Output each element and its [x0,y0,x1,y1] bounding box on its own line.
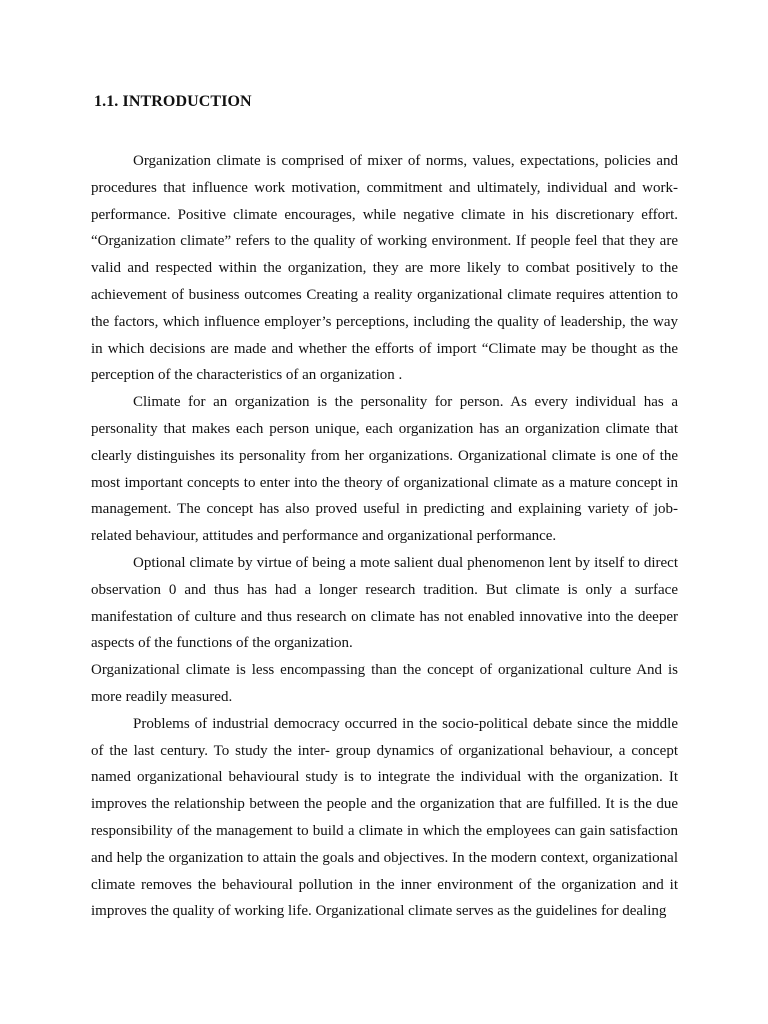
paragraph-2: Climate for an organization is the personality for person. As every individual has a personality that makes each person unique, each organization has an organization climate that clearly distinguishes its personality from her organizations. Organizational climate is one of the most important concepts to enter into the theory of organizational climate as a mature concept in management. The concept has also proved useful in predicting and explaining variety of job-related behaviour, attitudes and performance and organizational performance. [91,394,678,545]
section-heading: 1.1. INTRODUCTION [94,93,252,110]
paragraph-1: Organization climate is comprised of mixer of norms, values, expectations, policies and procedures that influence work motivation, commitment and ultimately, individual and work-performance. Positive climate encourages, while negative climate in his discretionary effort. “Organization climate” refers to the quality of working environment. If people feel that they are valid and respected within the organization, they are more likely to combat positively to the achievement of business outcomes Creating a reality organizational climate requires attention to the factors, which influence employer’s perceptions, including the quality of leadership, the way in which decisions are made and whether the efforts of import “Climate may be thought as the perception of the characteristics of an organization . [91,153,678,384]
body-text [91,148,678,925]
paragraph-5: Problems of industrial democracy occurred in the socio-political debate since the middle of the last century. To study the inter- group dynamics of organizational behaviour, a concept named organizational behavioural study is to integrate the individual with the organization. It improves the relationship between the people and the organization that are fulfilled. It is the due responsibility of the management to build a climate in which the employees can gain satisfaction and help the organization to attain the goals and objectives. In the modern context, organizational climate removes the behavioural pollution in the inner environment of the organization and it improves the quality of working life. Organizational climate serves as the guidelines for dealing [91,715,678,920]
paragraph-3: Optional climate by virtue of being a mote salient dual phenomenon lent by itself to direct observation 0 and thus has had a longer research tradition. But climate is only a surface manifestation of culture and thus research on climate has not enabled innovative into the deeper aspects of the functions of the organization. [91,554,678,652]
paragraph-4: Organizational climate is less encompassing than the concept of organizational culture And is more readily measured. [91,662,678,705]
